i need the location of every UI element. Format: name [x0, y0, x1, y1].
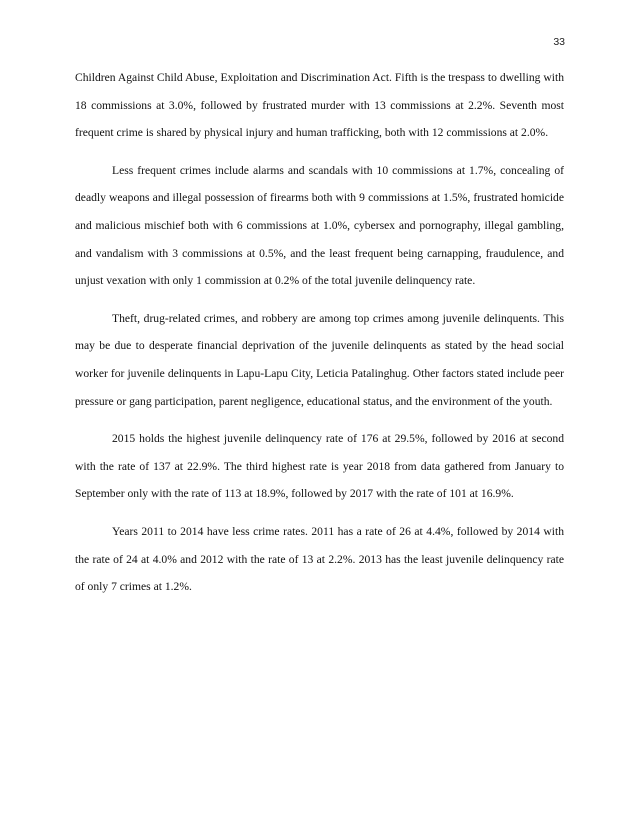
paragraph-top-crimes-factors: Theft, drug-related crimes, and robbery are among top crimes among juvenile delinquents. This may be due to desperate financial deprivation of the juvenile delinquents as stated by the head social worker for juvenile delinquents in Lapu-Lapu City, Leticia Patalinghug. Other factors stated include peer pressure or gang participation, parent negligence, educational status, and the environment of the youth. [75, 311, 564, 408]
body-text [75, 64, 564, 601]
paragraph-continuation: Children Against Child Abuse, Exploitation and Discrimination Act. Fifth is the trespass to dwelling with 18 commissions at 3.0%, followed by frustrated murder with 13 commissions at 2.2%. Seventh most frequent crime is shared by physical injury and human trafficking, both with 12 commissions at 2.0%. [75, 71, 564, 140]
page-number: 33 [553, 36, 565, 48]
paragraph-lower-rate-years: Years 2011 to 2014 have less crime rates. 2011 has a rate of 26 at 4.4%, followed by 2014 with the rate of 24 at 4.0% and 2012 with the rate of 13 at 2.2%. 2013 has the least juvenile delinquency rate of only 7 crimes at 1.2%. [75, 524, 564, 594]
paragraph-less-frequent-crimes: Less frequent crimes include alarms and scandals with 10 commissions at 1.7%, concealing of deadly weapons and illegal possession of firearms both with 9 commissions at 1.5%, frustrated homicide and malicious mischief both with 6 commissions at 1.0%, cybersex and pornography, illegal gambling, and vandalism with 3 commissions at 0.5%, and the least frequent being carnapping, fraudulence, and unjust vexation with only 1 commission at 0.2% of the total juvenile delinquency rate. [75, 163, 564, 288]
paragraph-highest-rate-years: 2015 holds the highest juvenile delinquency rate of 176 at 29.5%, followed by 2016 at second with the rate of 137 at 22.9%. The third highest rate is year 2018 from data gathered from January to September only with the rate of 113 at 18.9%, followed by 2017 with the rate of 101 at 16.9%. [75, 432, 564, 501]
